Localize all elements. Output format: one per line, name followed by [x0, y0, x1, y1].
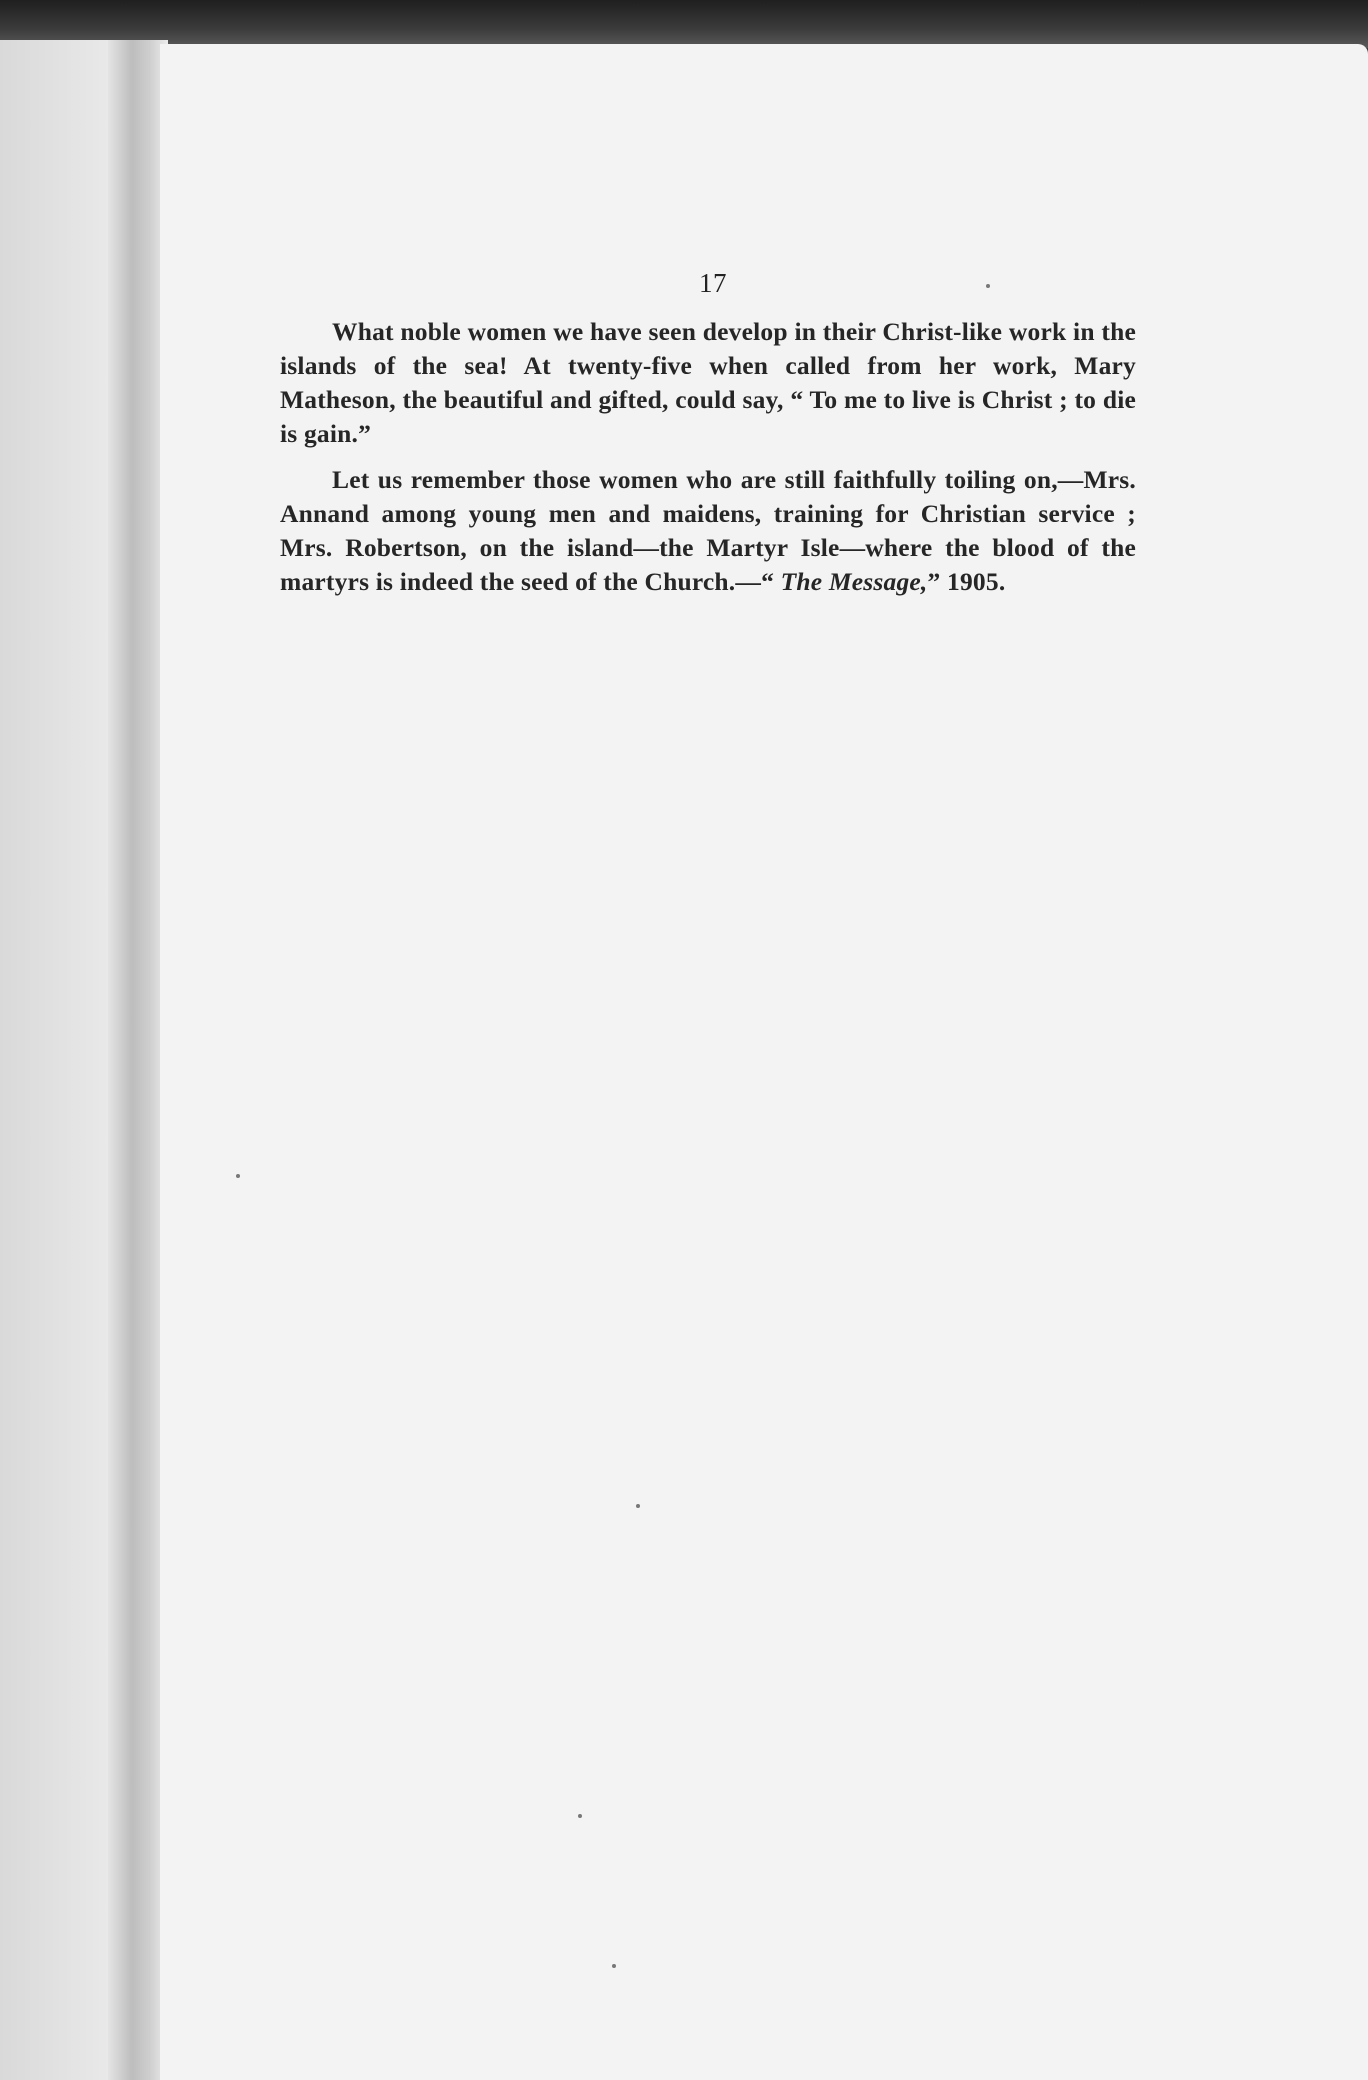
- scan-background-top: [0, 0, 1368, 48]
- scan-speck: [612, 1964, 616, 1968]
- paragraph-1: [280, 315, 1136, 451]
- citation-source: The Message,: [780, 567, 928, 596]
- scan-speck: [236, 1174, 240, 1178]
- paragraph-1-text: What noble women we have seen develop in their Christ-like work in the islands of the sea! At twenty-five when called from her work, Mary Matheson, the beautiful and gifted, could say, “ To me to live is Christ ; to die is gain.”: [280, 317, 1136, 448]
- scan-speck: [578, 1814, 582, 1818]
- document-page: [160, 44, 1368, 2080]
- scan-speck: [986, 284, 990, 288]
- page-content: [280, 268, 1136, 611]
- paragraph-2-text: Let us remember those women who are still faithfully toiling on,—Mrs. Annand among young men and maidens, training for Christian service ; Mrs. Robertson, on the island—the Martyr Isle—where the blood of the martyrs is indeed the seed of the Church.—“: [280, 465, 1136, 596]
- page-number: 17: [699, 268, 727, 298]
- scan-speck: [636, 1504, 640, 1508]
- binding-shadow: [108, 40, 168, 2080]
- citation-year: ” 1905.: [927, 567, 1006, 596]
- paragraph-2: [280, 463, 1136, 599]
